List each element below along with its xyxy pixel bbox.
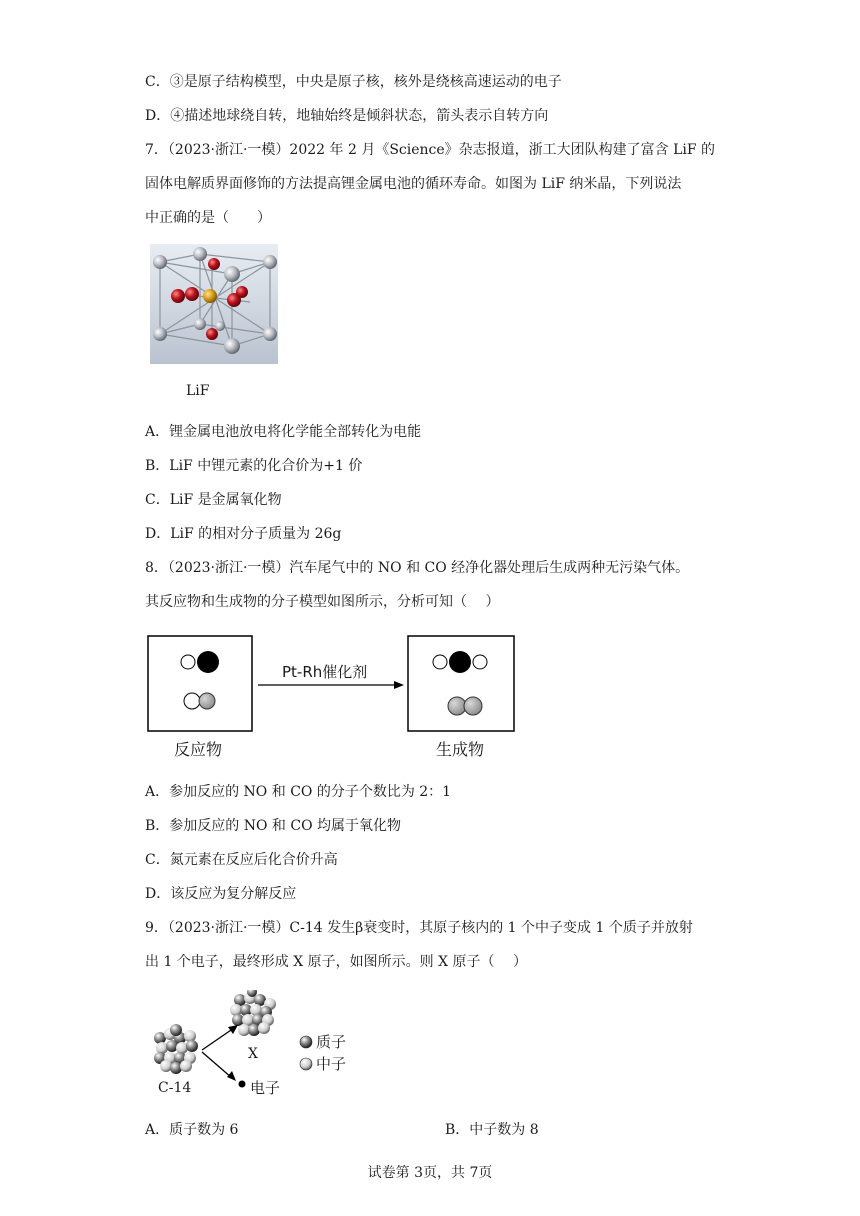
neutron-legend-label: 中子: [316, 1055, 347, 1073]
no-molecule-n-atom: [197, 651, 219, 673]
option-6c: C．③是原子结构模型，中央是原子核，核外是绕核高速运动的电子: [145, 74, 562, 90]
n2-atom-left: [448, 697, 466, 715]
option-7c: C．LiF 是金属氧化物: [145, 492, 282, 508]
products-box: [408, 636, 514, 731]
c14-nucleus-icon: [154, 1024, 198, 1074]
co-molecule-c-atom: [199, 693, 215, 709]
proton-legend-icon: [300, 1036, 312, 1048]
neutron-legend-icon: [300, 1058, 312, 1070]
lif-crystal-figure: [150, 244, 278, 364]
question-9-line-2: 出 1 个电子，最终形成 X 原子，如图所示。则 X 原子（ ）: [145, 954, 527, 970]
option-9b: B．中子数为 8: [445, 1122, 539, 1138]
lif-caption: LiF: [186, 383, 210, 399]
question-7-line-1: 7．（2023·浙江·一模）2022 年 2 月《Science》杂志报道，浙工大团队构建了富含 LiF 的: [145, 142, 716, 158]
option-8b: B．参加反应的 NO 和 CO 均属于氧化物: [145, 818, 402, 834]
option-8c: C．氮元素在反应后化合价升高: [145, 852, 338, 868]
no-molecule-o-atom: [181, 655, 195, 669]
question-9-line-1: 9．（2023·浙江·一模）C-14 发生β衰变时，其原子核内的 1 个中子变成 1 个质子并放射: [145, 920, 693, 936]
x-nucleus-icon: [230, 990, 276, 1036]
question-8-line-1: 8．（2023·浙江·一模）汽车尾气中的 NO 和 CO 经净化器处理后生成两种无污染气体。: [145, 560, 690, 576]
question-7-line-2: 固体电解质界面修饰的方法提高锂金属电池的循环寿命。如图为 LiF 纳米晶，下列说法: [145, 176, 682, 192]
x-atom-label: X: [248, 1046, 258, 1062]
electron-label: 电子: [250, 1079, 281, 1097]
option-7b: B．LiF 中锂元素的化合价为+1 价: [145, 458, 363, 474]
option-9a: A．质子数为 6: [145, 1122, 239, 1138]
co2-o-atom-right: [473, 655, 487, 669]
option-8d: D．该反应为复分解反应: [145, 886, 297, 902]
reactants-label: 反应物: [174, 740, 223, 759]
question-8-line-2: 其反应物和生成物的分子模型如图所示，分析可知（ ）: [145, 594, 500, 610]
c14-label: C-14: [158, 1080, 192, 1096]
catalyst-label: Pt-Rh催化剂: [282, 663, 368, 681]
co2-o-atom-left: [433, 655, 447, 669]
products-label: 生成物: [436, 740, 485, 759]
option-6d: D．④描述地球绕自转，地轴始终是倾斜状态，箭头表示自转方向: [145, 108, 549, 124]
co2-c-atom: [449, 651, 471, 673]
option-8a: A．参加反应的 NO 和 CO 的分子个数比为 2：1: [145, 784, 452, 800]
option-7d: D．LiF 的相对分子质量为 26g: [145, 526, 342, 542]
question-7-line-3: 中正确的是（ ）: [145, 210, 271, 226]
page-footer: 试卷第 3页，共 7页: [367, 1165, 493, 1181]
lif-crystal-illustration: [150, 244, 278, 364]
co-molecule-o-atom: [184, 693, 200, 709]
decay-arrow-up: [202, 1028, 234, 1050]
option-7a: A．锂金属电池放电将化学能全部转化为电能: [145, 424, 422, 440]
n2-atom-right: [464, 697, 482, 715]
reactants-box: [148, 636, 252, 731]
proton-legend-label: 质子: [316, 1033, 347, 1051]
electron-dot: [239, 1081, 246, 1088]
decay-arrow-down: [202, 1052, 232, 1078]
